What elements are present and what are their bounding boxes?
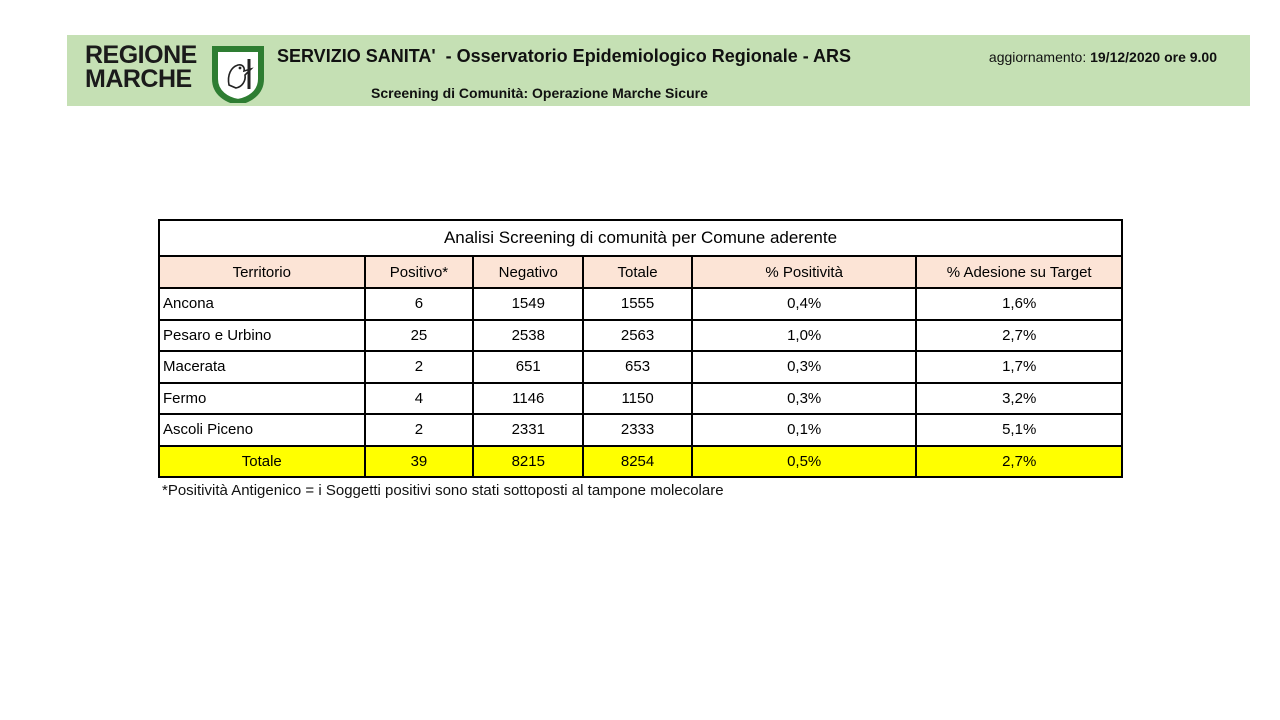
table-row xyxy=(159,288,1122,320)
positivita-cell: 0,3% xyxy=(692,383,916,415)
update-info xyxy=(989,49,1217,65)
territorio-cell: Fermo xyxy=(159,383,365,415)
positivo-cell: 4 xyxy=(365,383,474,415)
col-header-positivo: Positivo* xyxy=(365,256,474,288)
negativo-cell: 1146 xyxy=(473,383,583,415)
total-positivita: 0,5% xyxy=(692,446,916,478)
update-label: aggiornamento: xyxy=(988,49,1087,65)
adesione-cell: 1,7% xyxy=(916,351,1122,383)
total-totale: 8254 xyxy=(583,446,692,478)
positivo-cell: 2 xyxy=(365,351,474,383)
col-header-negativo: Negativo xyxy=(473,256,583,288)
negativo-cell: 2538 xyxy=(473,320,583,352)
negativo-cell: 2331 xyxy=(473,414,583,446)
logo-line-1: REGIONE xyxy=(85,41,197,69)
territorio-cell: Ancona xyxy=(159,288,365,320)
update-value: 19/12/2020 ore 9.00 xyxy=(1090,49,1217,65)
table-row xyxy=(159,351,1122,383)
regione-marche-logo xyxy=(85,43,267,103)
table-row xyxy=(159,414,1122,446)
header-banner xyxy=(67,35,1250,106)
service-title: SERVIZIO SANITA' - Osservatorio Epidemiologico Regionale - ARS xyxy=(277,46,852,66)
territorio-cell: Ascoli Piceno xyxy=(159,414,365,446)
positivo-cell: 25 xyxy=(365,320,474,352)
report-subtitle: Screening di Comunità: Operazione Marche Sicure xyxy=(371,85,708,101)
positivita-cell: 0,4% xyxy=(692,288,916,320)
table-row xyxy=(159,383,1122,415)
total-adesione: 2,7% xyxy=(916,446,1122,478)
picchio-shield-icon xyxy=(211,45,265,103)
positivo-cell: 2 xyxy=(365,414,474,446)
positivita-cell: 1,0% xyxy=(692,320,916,352)
territorio-cell: Pesaro e Urbino xyxy=(159,320,365,352)
footnote: *Positività Antigenico = i Soggetti positivi sono stati sottoposti al tampone molecolare xyxy=(162,482,724,499)
col-header-territorio: Territorio xyxy=(159,256,365,288)
adesione-cell: 2,7% xyxy=(916,320,1122,352)
territorio-cell: Macerata xyxy=(159,351,365,383)
negativo-cell: 651 xyxy=(473,351,583,383)
table-row xyxy=(159,320,1122,352)
positivita-cell: 0,1% xyxy=(692,414,916,446)
total-label: Totale xyxy=(159,446,365,478)
table-header-row xyxy=(159,256,1122,288)
total-row xyxy=(159,446,1122,478)
negativo-cell: 1549 xyxy=(473,288,583,320)
positivita-cell: 0,3% xyxy=(692,351,916,383)
col-header-adesione: % Adesione su Target xyxy=(916,256,1122,288)
screening-table xyxy=(158,219,1123,478)
totale-cell: 1150 xyxy=(583,383,692,415)
col-header-totale: Totale xyxy=(583,256,692,288)
total-positivo: 39 xyxy=(365,446,474,478)
positivo-cell: 6 xyxy=(365,288,474,320)
adesione-cell: 5,1% xyxy=(916,414,1122,446)
totale-cell: 1555 xyxy=(583,288,692,320)
totale-cell: 653 xyxy=(583,351,692,383)
adesione-cell: 1,6% xyxy=(916,288,1122,320)
col-header-positivita: % Positività xyxy=(692,256,916,288)
totale-cell: 2563 xyxy=(583,320,692,352)
table-title: Analisi Screening di comunità per Comune aderente xyxy=(159,220,1122,256)
totale-cell: 2333 xyxy=(583,414,692,446)
logo-text xyxy=(85,43,197,91)
logo-line-2: MARCHE xyxy=(85,65,192,93)
adesione-cell: 3,2% xyxy=(916,383,1122,415)
total-negativo: 8215 xyxy=(473,446,583,478)
